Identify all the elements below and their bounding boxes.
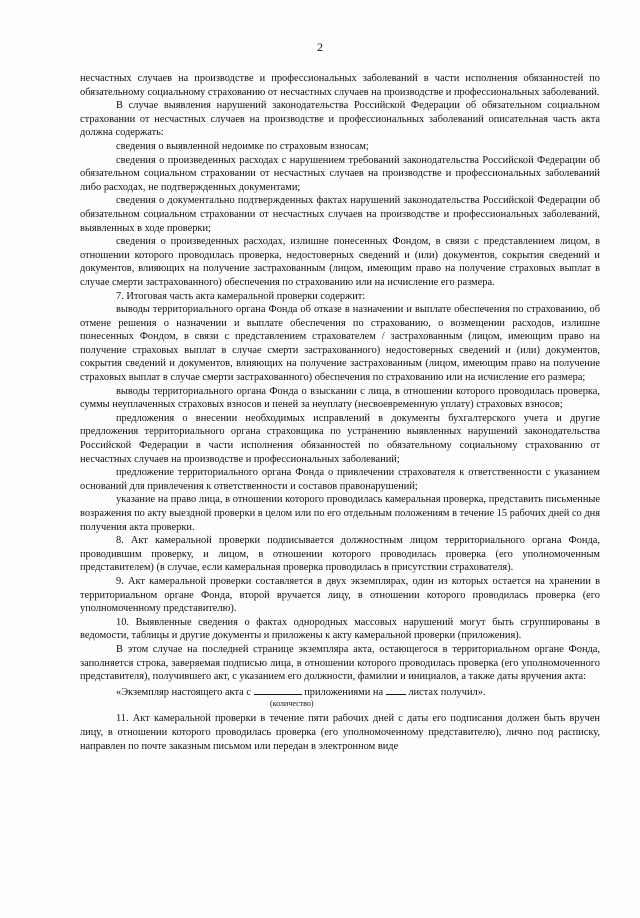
form-line-text-1: «Экземпляр настоящего акта с <box>116 686 251 698</box>
paragraph: 9. Акт камеральной проверки составляется в двух экземплярах, один из которых остается на хранении в территориальном органе Фонда, второй вручается лицу, в отношении которого проводилась проверка (его уполномоченному представителю). <box>80 575 600 615</box>
paragraph-list <box>80 72 600 684</box>
sheets-blank[interactable] <box>386 684 406 695</box>
paragraph: 8. Акт камеральной проверки подписывается должностным лицом территориального органа Фонда, проводившим проверку, и лицом, в отношении которого проводилась проверка (его уполномоченным представителем) (в случае, если камеральная проверка проводилась в присутствии страхователя). <box>80 535 600 574</box>
paragraph: сведения о произведенных расходах, излишне понесенных Фондом, в связи с представлением лицом, в отношении которого проводилась проверка, недостоверных сведений и (или) документов, сокрытия сведений и документов, влияющих на получение застрахованным (лицом, имеющим право на получение страховых выплат в случае смерти застрахованного) обеспечения по страхованию или на исчисление его размера. <box>80 236 600 288</box>
paragraph: предложения о внесении необходимых исправлений в документы бухгалтерского учета и другие предложения территориального органа страховщика по устранению выявленных нарушений законодательства Российской Федерации в части исполнения обязанностей по обязательному социальному страхованию от несчастных случаев на производстве и профессиональных заболеваний; <box>80 412 600 465</box>
quantity-caption: (количество) <box>270 699 314 709</box>
paragraph: сведения о произведенных расходах с нарушением требований законодательства Российской Федерации об обязательном социальном страховании от несчастных случаев на производстве и профессиональных заболеваний либо расходах, не подтвержденных документами; <box>80 154 600 193</box>
form-line <box>80 684 600 700</box>
paragraph: 7. Итоговая часть акта камеральной проверки содержит: <box>116 290 366 302</box>
paragraph: выводы территориального органа Фонда о взыскании с лица, в отношении которого проводилась проверка, суммы неуплаченных страховых взносов и пеней за неуплату (несвоевременную уплату) страховых взносов; <box>80 385 600 411</box>
quantity-blank[interactable] <box>254 684 302 695</box>
paragraph: В этом случае на последней странице экземпляра акта, остающегося в территориальном органе Фонда, заполняется строка, заверяемая подписью лица, в отношении которого проводилась проверка (его уполномоченного представителя), получившего акт, с указанием его должности, фамилии и инициалов, а также даты вручения акта: <box>80 643 600 683</box>
paragraph: выводы территориального органа Фонда об отказе в назначении и выплате обеспечения по страхованию, об отмене решения о назначении и выплате обеспечения по страхованию, о возмещении расходов, излишне понесенных Фондом, в связи с представлением страхователем / застрахованным (лицом, имеющим право на получение страховых выплат в случае смерти застрахованного) недостоверных сведений и (или) документов, сокрытия сведений и документов, влияющих на получение застрахованным (лицом, имеющим право на получение страховых выплат в случае смерти застрахованного) обеспечения по страхованию или на исчисление его размера; <box>80 304 600 384</box>
page-number: 2 <box>317 40 323 54</box>
paragraph: 10. Выявленные сведения о фактах однородных массовых нарушений могут быть сгруппированы в ведомости, таблицы и другие документы и приложены к акту камеральной проверки (приложения). <box>80 616 600 642</box>
form-line-text-2: приложениями на <box>304 686 384 698</box>
document-body <box>80 72 600 753</box>
paragraph: несчастных случаев на производстве и профессиональных заболеваний в части исполнения обязанностей по обязательному социальному страхованию от несчастных случаев на производстве и профессиональных заболеваний. <box>80 73 600 98</box>
paragraph: сведения о выявленной недоимке по страховым взносам; <box>116 140 369 152</box>
paragraph: В случае выявления нарушений законодательства Российской Федерации об обязательном социальном страховании от несчастных случаев на производстве и профессиональных заболеваний описательная часть акта должна содержать: <box>80 100 600 139</box>
paragraph: сведения о документально подтвержденных фактах нарушений законодательства Российской Федерации об обязательном социальном страховании от несчастных случаев на производстве и профессиональных заболеваний, выявленных в ходе проверки; <box>80 195 600 234</box>
form-line-text-3: листах получил». <box>408 686 486 698</box>
paragraph: указание на право лица, в отношении которого проводилась камеральная проверка, представить письменные возражения по акту выездной проверки в целом или по его отдельным положениям в течение 15 рабочих дней со дня получения акта проверки. <box>80 494 600 533</box>
paragraph-11: 11. Акт камеральной проверки в течение пяти рабочих дней с даты его подписания должен быть вручен лицу, в отношении которого проводилась проверка (его уполномоченному представителю), лично под расписку, направлен по почте заказным письмом или передан в электронном виде <box>80 713 600 752</box>
paragraph: предложение территориального органа Фонда о привлечении страхователя к ответственности с указанием оснований для привлечения к ответственности и составов правонарушений; <box>80 467 600 492</box>
